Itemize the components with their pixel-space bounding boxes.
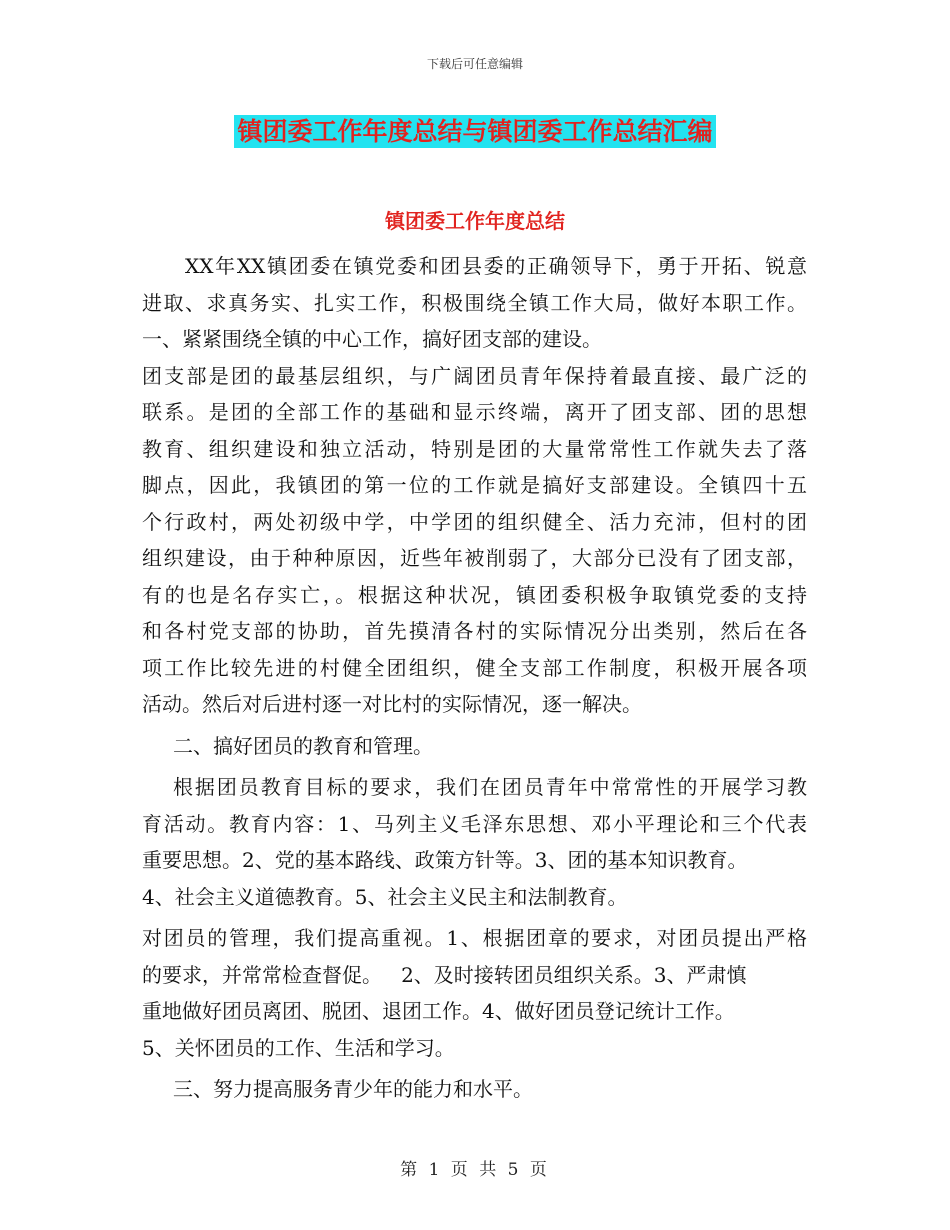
text-line: 教育、组织建设和独立活动，特别是团的大量常常性工作就失去了落 — [142, 436, 807, 461]
document-title — [0, 112, 950, 148]
text-line: 育活动。教育内容：1、马列主义毛泽东思想、邓小平理论和三个代表 — [142, 811, 807, 836]
text-line: XX年XX镇团委在镇党委和团县委的正确领导下，勇于开拓、锐意 — [185, 254, 807, 278]
text-line: 的要求，并常常检查督促。 2、及时接转团员组织关系。3、严肃慎 — [142, 962, 747, 987]
section-heading: 二、搞好团员的教育和管理。 — [173, 733, 433, 758]
text-line: 有的也是名存实亡，。根据这种状况，镇团委积极争取镇党委的支持 — [142, 582, 807, 607]
text-line: 和各村党支部的协助，首先摸清各村的实际情况分出类别，然后在各 — [142, 619, 807, 643]
section-title: 镇团委工作年度总结 — [385, 209, 565, 233]
text-line: 对团员的管理，我们提高重视。1、根据团章的要求，对团员提出严格 — [142, 926, 807, 950]
text-line: 个行政村，两处初级中学，中学团的组织健全、活力充沛，但村的团 — [142, 509, 807, 534]
text-line: 项工作比较先进的村健全团组织，健全支部工作制度，积极开展各项 — [142, 655, 807, 680]
text-line: 4、社会主义道德教育。5、社会主义民主和法制教育。 — [142, 884, 628, 909]
text-line: 5、关怀团员的工作、生活和学习。 — [142, 1035, 455, 1060]
body-text — [142, 248, 807, 1108]
text-line: 重要思想。2、党的基本路线、政策方针等。3、团的基本知识教育。 — [142, 848, 748, 872]
text-line: 活动。然后对后进村逐一对比村的实际情况，逐一解决。 — [142, 692, 642, 716]
text-line: 重地做好团员离团、脱团、退团工作。4、做好团员登记统计工作。 — [142, 999, 735, 1023]
text-line: 团支部是团的最基层组织，与广阔团员青年保持着最直接、最广泛的 — [142, 363, 807, 388]
document-title-text: 镇团委工作年度总结与镇团委工作总结汇编 — [234, 115, 715, 148]
text-line: 根据团员教育目标的要求，我们在团员青年中常常性的开展学习教 — [173, 775, 807, 799]
text-line: 组织建设，由于种种原因，近些年被削弱了，大部分已没有了团支部， — [142, 546, 807, 570]
text-line: 脚点，因此，我镇团的第一位的工作就是搞好支部建设。全镇四十五 — [142, 473, 807, 497]
section-heading: 三、努力提高服务青少年的能力和水平。 — [173, 1077, 533, 1101]
text-line: 进取、求真务实、扎实工作，积极围绕全镇工作大局，做好本职工作。 — [142, 290, 807, 315]
page-number: 第 1 页 共 5 页 — [400, 1160, 550, 1180]
text-line: 联系。是团的全部工作的基础和显示终端，离开了团支部、团的思想 — [142, 400, 807, 424]
header-note: 下载后可任意编辑 — [426, 57, 523, 71]
section-heading: 一、紧紧围绕全镇的中心工作，搞好团支部的建设。 — [142, 327, 602, 351]
